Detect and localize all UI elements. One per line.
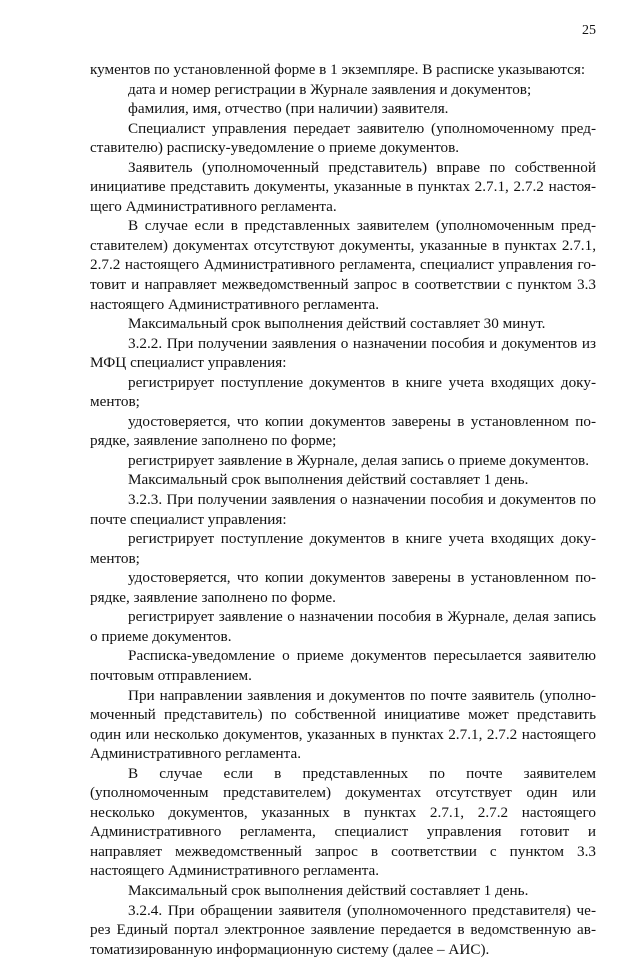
paragraph: 3.2.2. При получении заявления о назначении пособия и документов из МФЦ специалист управления:	[90, 334, 596, 372]
paragraph: регистрирует заявление о назначении пособия в Журнале, делая запись о приеме документов.	[90, 608, 596, 645]
paragraph: Специалист управления передает заявителю (уполномоченному представителю) расписку-уведомление о приеме документов.	[90, 119, 596, 157]
paragraph: Максимальный срок выполнения действий составляет 1 день.	[128, 881, 529, 899]
paragraph: дата и номер регистрации в Журнале заявления и документов;	[128, 80, 532, 98]
paragraph: При направлении заявления и документов по почте заявитель (уполномоченный представитель) по собственной инициативе может представить один или несколько документов, указанных в пунктах 2.7.1, 2.7.2 настоящего Административного регламента.	[90, 686, 596, 763]
paragraph: Максимальный срок выполнения действий составляет 1 день.	[128, 471, 529, 489]
paragraph: 3.2.3. При получении заявления о назначении пособия и документов по почте специалист управления:	[90, 491, 596, 528]
paragraph: регистрирует поступление документов в книге учета входящих документов;	[90, 373, 596, 411]
paragraph: удостоверяется, что копии документов заверены в установленном порядке, заявление заполнено по форме;	[90, 412, 596, 450]
page-number: 25	[582, 23, 596, 38]
paragraph: 3.2.4. При обращении заявителя (уполномоченного представителя) через Единый портал электронное заявление передается в ведомственную автоматизированную информационную систему (далее – АИС).	[90, 901, 596, 958]
paragraph: В случае если в представленных по почте заявителем (уполномоченным представителем) документах отсутствует один или несколько документов, указанных в пунктах 2.7.1, 2.7.2 настоящего Административного регламента, специалист управления готовит и направляет межведомственный запрос в соответствии с пунктом 3.3 настоящего Административного регламента.	[90, 764, 596, 880]
paragraph: Максимальный срок выполнения действий составляет 30 минут.	[128, 315, 546, 333]
paragraph: регистрирует поступление документов в книге учета входящих документов;	[90, 530, 596, 567]
paragraph: регистрирует заявление в Журнале, делая запись о приеме документов.	[128, 451, 589, 469]
paragraph: В случае если в представленных заявителем (уполномоченным представителем) документах отсутствуют документы, указанные в пунктах 2.7.1, 2.7.2 настоящего Административного регламента, специалист управления готовит и направляет межведомственный запрос в соответствии с пунктом 3.3 настоящего Административного регламента.	[90, 217, 596, 313]
paragraph: фамилия, имя, отчество (при наличии) заявителя.	[128, 100, 449, 118]
paragraph: кументов по установленной форме в 1 экземпляре. В расписке указываются:	[90, 61, 586, 78]
document-body	[90, 60, 596, 959]
paragraph: удостоверяется, что копии документов заверены в установленном порядке, заявление заполнено по форме.	[90, 569, 596, 606]
paragraph: Расписка-уведомление о приеме документов пересылается заявителю почтовым отправлением.	[90, 647, 596, 684]
paragraph: Заявитель (уполномоченный представитель) вправе по собственной инициативе представить документы, указанные в пунктах 2.7.1, 2.7.2 настоящего Административного регламента.	[90, 158, 596, 215]
